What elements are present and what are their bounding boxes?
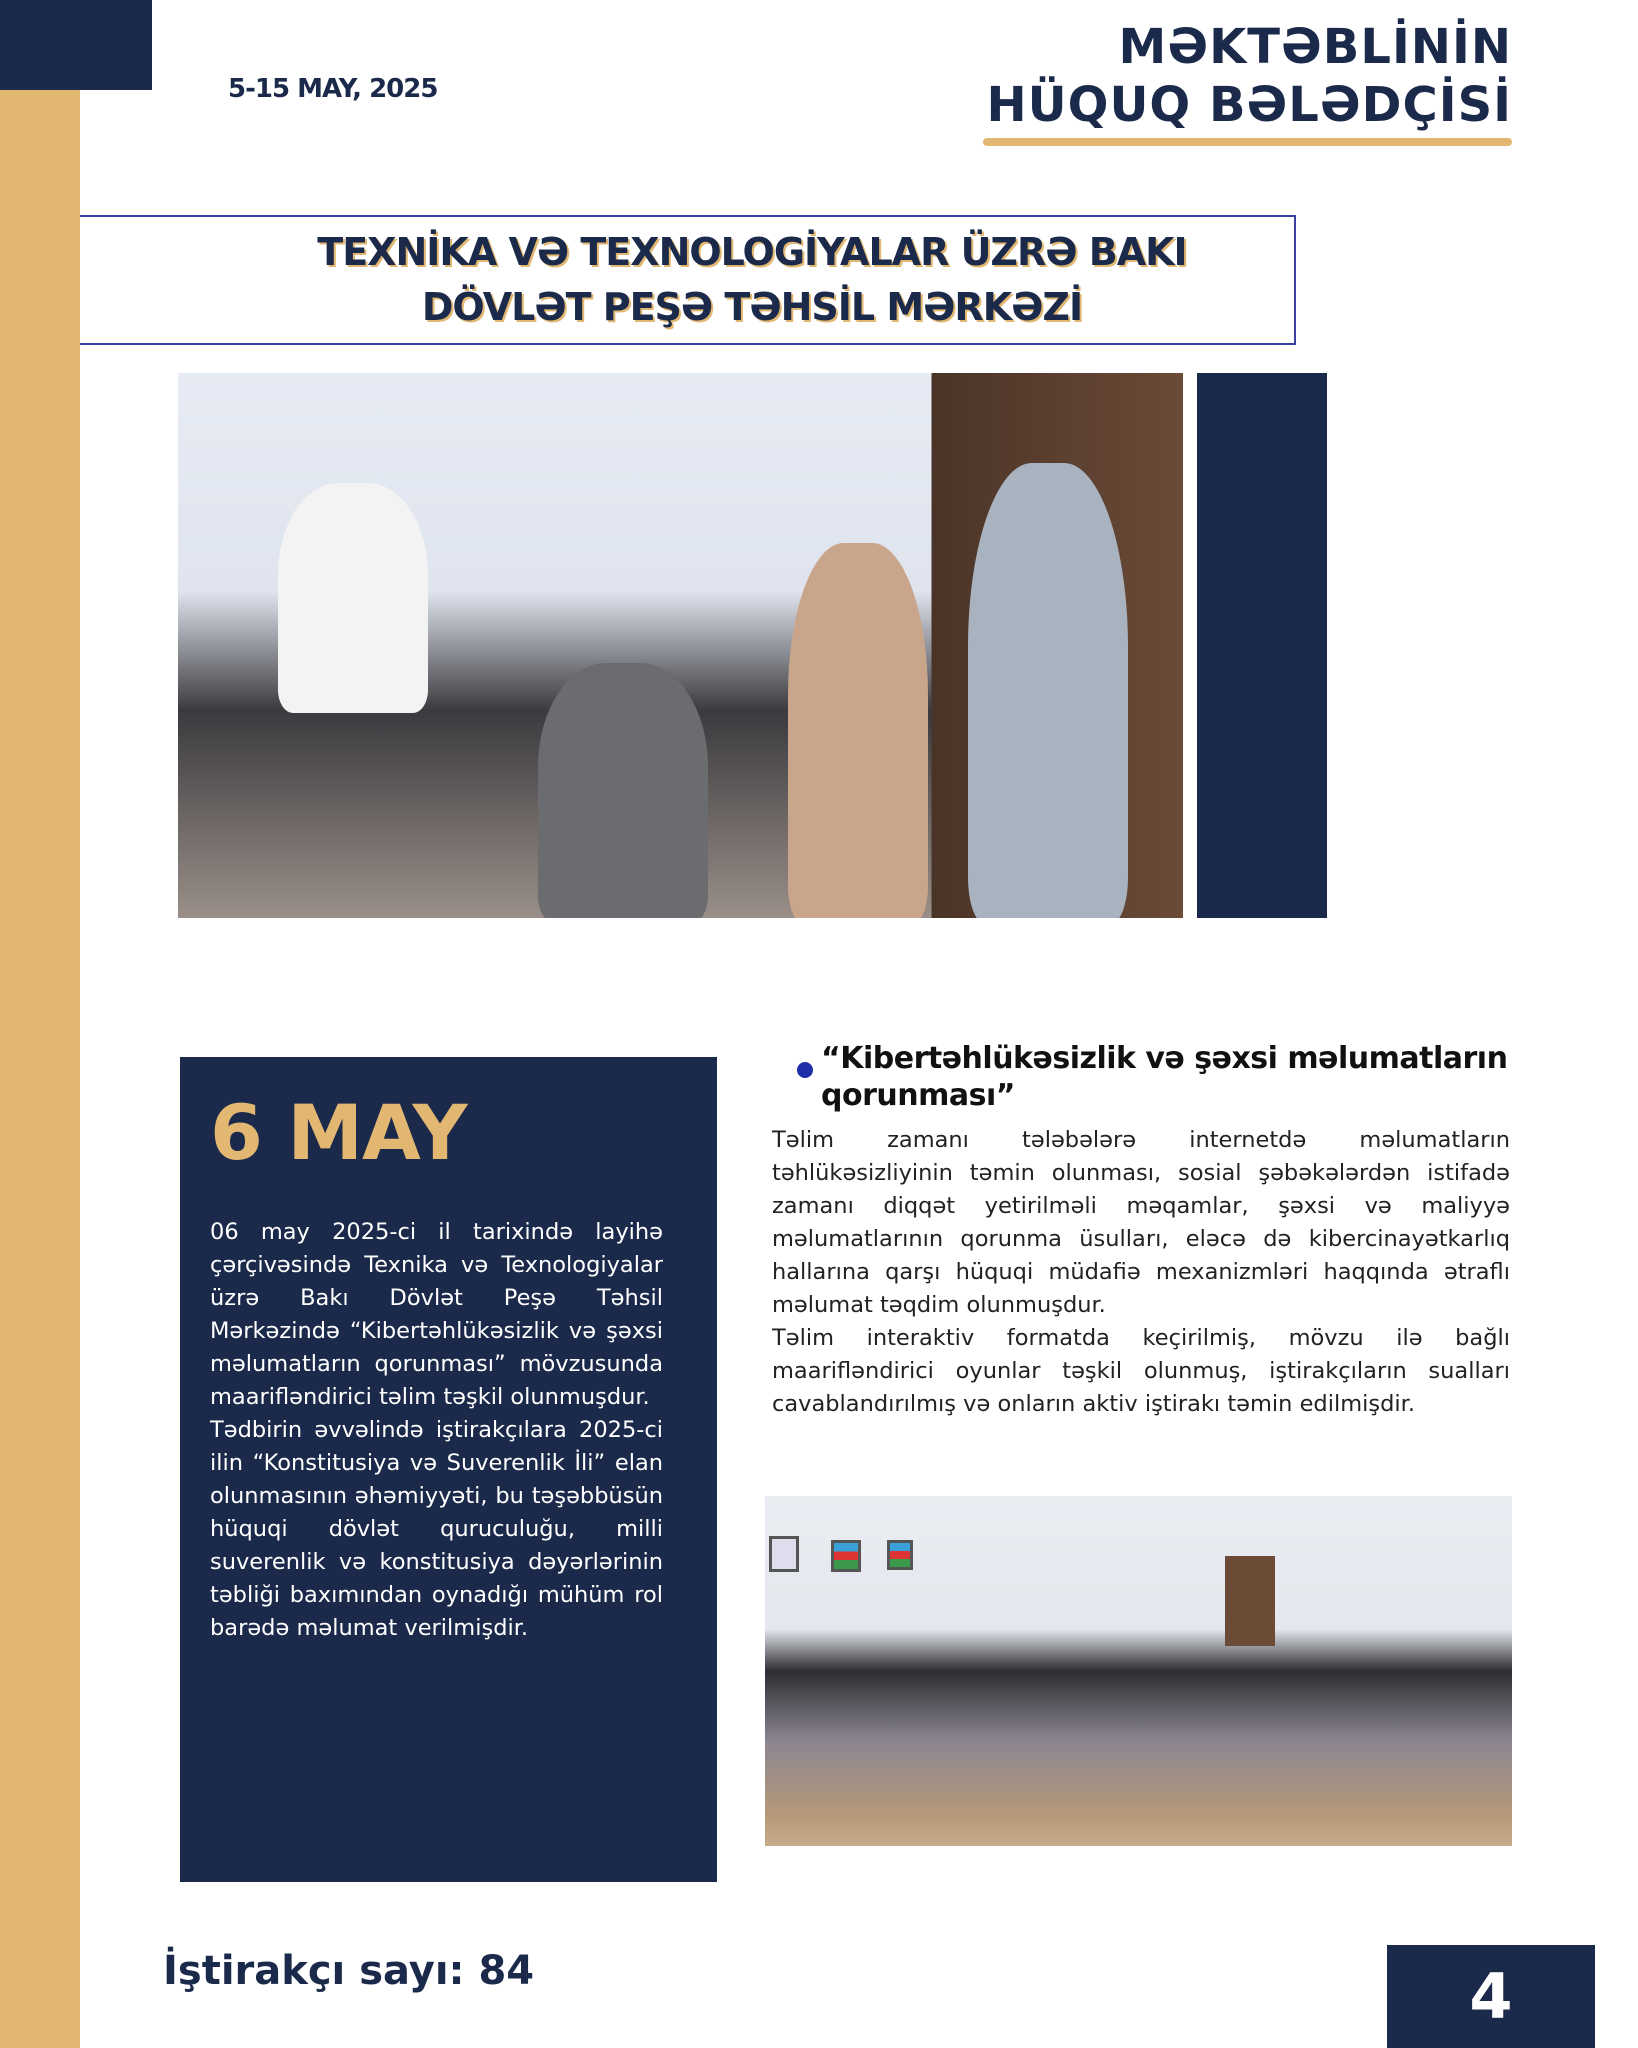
description-paragraph: 06 may 2025-ci il tarixində layihə çərçivəsində Texnika və Texnologiyalar üzrə Bakı Dövlət Peşə Təhsil Mərkəzində “Kibertəhlükəsizlik və şəxsi məlumatların qorunması” mövzusunda maarifləndirici təlim təşkil olunmuşdur. [210, 1219, 663, 1410]
training-topic: “Kibertəhlükəsizlik və şəxsi məlumatların qorunması” [821, 1041, 1508, 1113]
training-details [772, 1124, 1510, 1421]
institution-name [317, 225, 1186, 335]
navy-side-panel [1197, 373, 1327, 918]
gold-side-strip [0, 90, 80, 2048]
page-number: 4 [1469, 1960, 1513, 2033]
photo-figure [968, 463, 1128, 918]
issue-date: 5-15 MAY, 2025 [228, 74, 438, 104]
details-paragraph: Təlim zamanı tələbələrə internetdə məlumatların təhlükəsizliyinin təmin olunması, sosial şəbəkələrdən istifadə zamanı diqqət yetirilməli məqamlar, şəxsi və maliyyə məlumatlarının qorunma üsulları, eləcə də kibercinayətkarlıq hallarına qarşı hüquqi müdafiə mexanizmləri haqqında ətraflı məlumat təqdim olunmuşdur. [772, 1127, 1510, 1318]
event-photo-audience [765, 1496, 1512, 1846]
event-photo-speaker [178, 373, 1183, 918]
bullet-icon [797, 1062, 813, 1078]
photo-figure [538, 663, 708, 918]
magazine-title-line1: MƏKTƏBLİNİN [1118, 19, 1512, 75]
photo-figure [278, 483, 428, 713]
event-date: 6 MAY [210, 1088, 467, 1177]
institution-name-line1: TEXNİKA VƏ TEXNOLOGİYALAR ÜZRƏ BAKI [317, 230, 1187, 274]
participant-count: İştirakçı sayı: 84 [163, 1948, 535, 1994]
title-underline [983, 138, 1512, 146]
magazine-title [987, 18, 1513, 134]
institution-header [80, 215, 1296, 345]
flag-icon [831, 1540, 861, 1572]
corner-block [0, 0, 152, 90]
photo-figure [788, 543, 928, 918]
details-paragraph: Təlim interaktiv formatda keçirilmiş, mövzu ilə bağlı maarifləndirici oyunlar təşkil olunmuş, iştirakçıların sualları cavablandırılmış və onların aktiv iştirakı təmin edilmişdir. [772, 1325, 1510, 1417]
framed-emblem-icon [769, 1536, 799, 1572]
page-number-box [1387, 1945, 1595, 2048]
magazine-title-line2: HÜQUQ BƏLƏDÇİSİ [986, 77, 1512, 133]
description-paragraph: Tədbirin əvvəlində iştirakçılara 2025-ci ilin “Konstitusiya və Suverenlik İli” elan olunmasının əhəmiyyəti, bu təşəbbüsün hüquqi dövlət quruculuğu, milli suverenlik və konstitusiya dəyərlərinin təbliği baxımından oynadığı mühüm rol barədə məlumat verilmişdir. [210, 1417, 663, 1641]
event-description [210, 1216, 663, 1645]
door [1225, 1556, 1275, 1646]
flag-icon [887, 1540, 913, 1570]
institution-name-line2: DÖVLƏT PEŞƏ TƏHSİL MƏRKƏZİ [421, 285, 1083, 329]
